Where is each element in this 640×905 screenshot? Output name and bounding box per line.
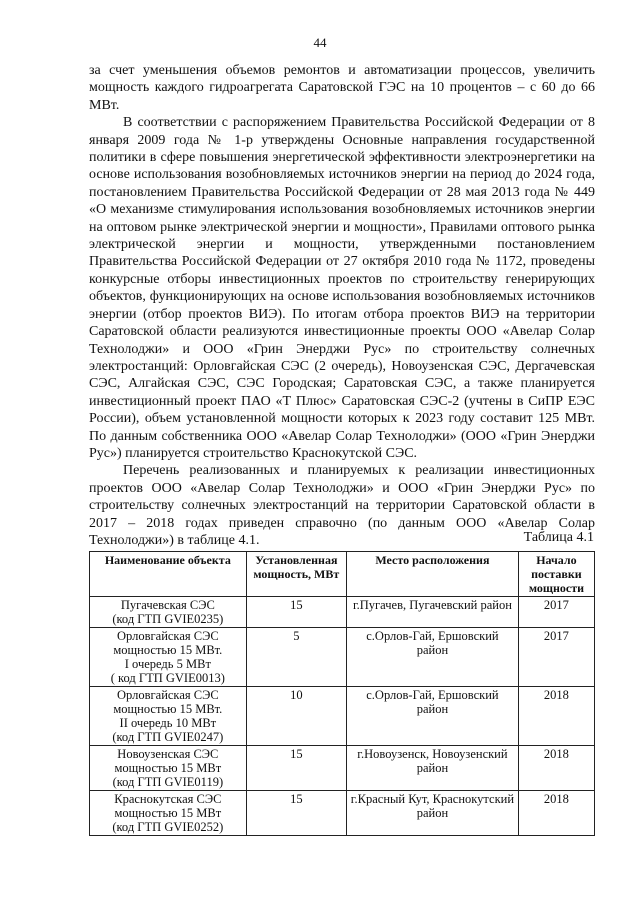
paragraph: за счет уменьшения объемов ремонтов и автоматизации процессов, увеличить мощность каждого гидроагрегата Саратовской ГЭС на 10 процентов – с 60 до 66 МВт. bbox=[89, 63, 595, 113]
table-row bbox=[90, 746, 595, 791]
paragraph: В соответствии с распоряжением Правительства Российской Федерации от 8 января 2009 года № 1-р утверждены Основные направления государственной политики в сфере повышения энергетической эффективности электроэнергетики на основе использования возобновляемых источников энергии на период до 2024 года, постановлением Правительства Российской Федерации от 28 мая 2013 года № 449 «О механизме стимулирования использования возобновляемых источников энергии на оптовом рынке электрической энергии и мощности», Правилами оптового рынка электрической энергии и мощности, утвержденными постановлением Правительства Российской Федерации от 27 октября 2010 года № 1172, проведены конкурсные отборы инвестиционных проектов по строительству генерирующих объектов, функционирующих на основе использования возобновляемых источников энергии (отбор проектов ВИЭ). По итогам отбора проектов ВИЭ на территории Саратовской области реализуются инвестиционные проекты ООО «Авелар Солар Технолоджи» и ООО «Грин Энерджи Рус» по строительству солнечных электростанций: Орловгайская СЭС (2 очередь), Новоузенская СЭС, Дергачевская СЭС, Алгайская СЭС, СЭС Городская; Саратовская СЭС, а также планируется инвестиционный проект ПАО «Т Плюс» Саратовская СЭС-2 (учтены в СиПР ЕЭС России), объем установленной мощности которых к 2023 году составит 125 МВт. По данным собственника ООО «Авелар Солар Технолоджи» (ООО «Грин Энерджи Рус») планируется строительство Краснокутской СЭС. bbox=[89, 115, 595, 461]
table-header-row bbox=[90, 552, 595, 597]
cell-object-name: Пугачевская СЭС (код ГТП GVIE0235) bbox=[90, 597, 247, 628]
cell-capacity: 15 bbox=[246, 791, 346, 836]
cell-start-year: 2018 bbox=[518, 687, 594, 746]
header-supply-start: Начало поставки мощности bbox=[518, 552, 594, 597]
cell-location: с.Орлов-Гай, Ершовский район bbox=[347, 628, 519, 687]
table-row bbox=[90, 687, 595, 746]
table-row bbox=[90, 628, 595, 687]
cell-capacity: 10 bbox=[246, 687, 346, 746]
cell-location: г.Пугачев, Пугачевский район bbox=[347, 597, 519, 628]
table-row bbox=[90, 597, 595, 628]
paragraph: Перечень реализованных и планируемых к реализации инвестиционных проектов ООО «Авелар Солар Технолоджи» и ООО «Грин Энерджи Рус» по строительству солнечных электростанций на территории Саратовской области в 2017 – 2018 годах приведен справочно (по данным ООО «Авелар Солар Технолоджи») в таблице 4.1. bbox=[89, 463, 595, 548]
cell-capacity: 15 bbox=[246, 746, 346, 791]
cell-object-name: Орловгайская СЭС мощностью 15 МВт. I очередь 5 МВт ( код ГТП GVIE0013) bbox=[90, 628, 247, 687]
cell-start-year: 2017 bbox=[518, 628, 594, 687]
table-row bbox=[90, 791, 595, 836]
header-installed-capacity: Установленная мощность, МВт bbox=[246, 552, 346, 597]
cell-start-year: 2017 bbox=[518, 597, 594, 628]
cell-capacity: 5 bbox=[246, 628, 346, 687]
cell-location: г.Красный Кут, Краснокутский район bbox=[347, 791, 519, 836]
body-text bbox=[89, 62, 595, 549]
cell-object-name: Орловгайская СЭС мощностью 15 МВт. II очередь 10 МВт (код ГТП GVIE0247) bbox=[90, 687, 247, 746]
cell-object-name: Краснокутская СЭС мощностью 15 МВт (код ГТП GVIE0252) bbox=[90, 791, 247, 836]
investment-projects-table bbox=[89, 551, 595, 836]
cell-location: с.Орлов-Гай, Ершовский район bbox=[347, 687, 519, 746]
table-caption: Таблица 4.1 bbox=[523, 530, 594, 545]
header-object-name: Наименование объекта bbox=[90, 552, 247, 597]
cell-start-year: 2018 bbox=[518, 791, 594, 836]
cell-capacity: 15 bbox=[246, 597, 346, 628]
header-location: Место расположения bbox=[347, 552, 519, 597]
cell-object-name: Новоузенская СЭС мощностью 15 МВт (код ГТП GVIE0119) bbox=[90, 746, 247, 791]
page-number: 44 bbox=[313, 35, 327, 50]
cell-start-year: 2018 bbox=[518, 746, 594, 791]
cell-location: г.Новоузенск, Новоузенский район bbox=[347, 746, 519, 791]
